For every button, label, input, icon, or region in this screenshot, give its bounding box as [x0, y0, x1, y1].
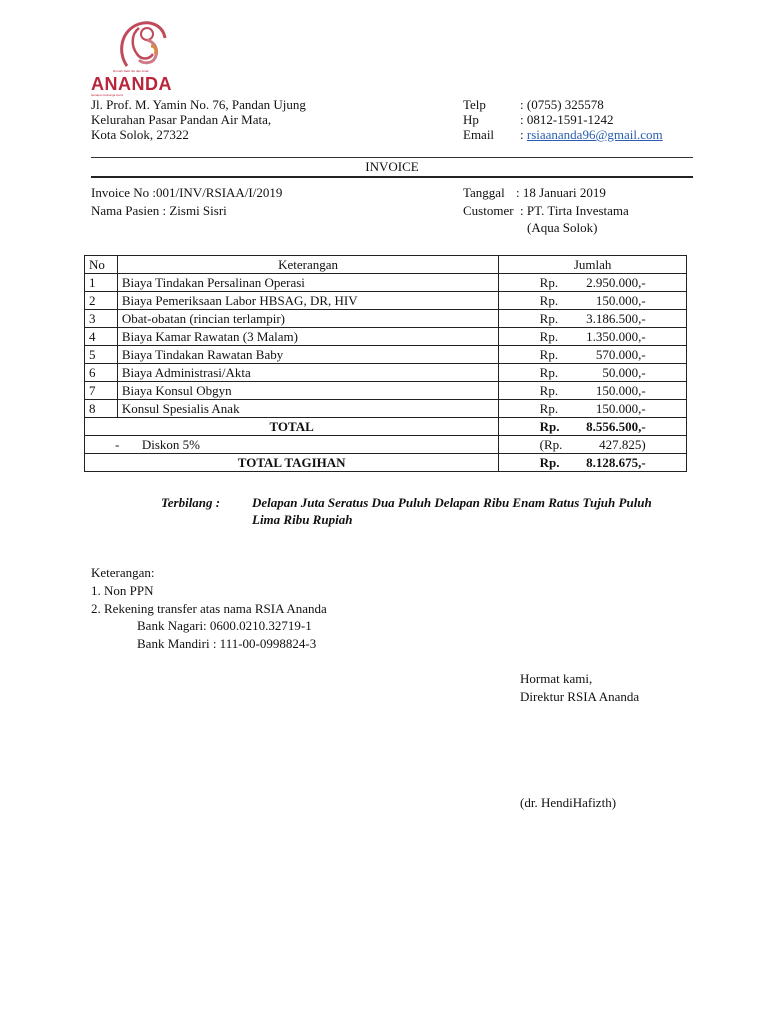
grand-total-row: [85, 454, 687, 472]
row-currency: Rp.: [539, 401, 559, 416]
total-row: [85, 418, 687, 436]
row-number: 8: [85, 400, 118, 418]
telp-value: : (0755) 325578: [520, 97, 604, 112]
table-row: [85, 346, 687, 364]
discount-label-cell: [85, 436, 499, 454]
row-amount: 2.950.000,-: [586, 275, 646, 290]
signature-greeting: Hormat kami,: [520, 671, 593, 686]
email-label: Email: [463, 127, 495, 142]
discount-value: 427.825): [599, 437, 646, 452]
notes-item-1: 1. Non PPN: [91, 583, 154, 598]
terbilang-line-1: Delapan Juta Seratus Dua Puluh Delapan Ribu Enam Ratus Tujuh Puluh: [252, 495, 652, 510]
grand-total-amount-cell: [499, 454, 687, 472]
row-amount-cell: [499, 328, 687, 346]
hp-value: : 0812-1591-1242: [520, 112, 614, 127]
row-amount: 50.000,-: [602, 365, 646, 380]
logo-subtitle: Harapan Keluarga Kami: [91, 93, 124, 97]
address-line-2: Kelurahan Pasar Pandan Air Mata,: [91, 112, 272, 127]
logo-name: ANANDA: [91, 74, 172, 94]
discount-row: [85, 436, 687, 454]
row-amount: 150.000,-: [595, 293, 646, 308]
mother-child-logo-icon: [109, 16, 175, 72]
row-amount: 150.000,-: [595, 383, 646, 398]
terbilang-line-2: Lima Ribu Rupiah: [252, 512, 353, 527]
row-amount: 570.000,-: [595, 347, 646, 362]
header-no: No: [85, 256, 118, 274]
row-number: 7: [85, 382, 118, 400]
row-currency: Rp.: [539, 347, 559, 362]
table-body: [85, 274, 687, 418]
row-description: Biaya Kamar Rawatan (3 Malam): [117, 328, 498, 346]
row-currency: Rp.: [539, 311, 559, 326]
row-amount-cell: [499, 346, 687, 364]
invoice-items-table: [84, 255, 687, 472]
row-amount: 1.350.000,-: [586, 329, 646, 344]
table-row: [85, 328, 687, 346]
row-number: 6: [85, 364, 118, 382]
customer-label: Customer: [463, 203, 514, 218]
total-currency: Rp.: [539, 419, 560, 434]
hospital-logo: [91, 16, 179, 96]
telp-label: Telp: [463, 97, 486, 112]
row-description: Biaya Administrasi/Akta: [117, 364, 498, 382]
row-number: 2: [85, 292, 118, 310]
bank-mandiri: Bank Mandiri : 111-00-0998824-3: [137, 636, 317, 651]
email-row: [520, 127, 663, 142]
row-amount-cell: [499, 274, 687, 292]
table-row: [85, 292, 687, 310]
row-description: Biaya Tindakan Rawatan Baby: [117, 346, 498, 364]
row-description: Konsul Spesialis Anak: [117, 400, 498, 418]
total-amount-cell: [499, 418, 687, 436]
discount-currency: (Rp.: [539, 437, 563, 452]
customer-value: : PT. Tirta Investama: [520, 203, 629, 218]
invoice-number: Invoice No :001/INV/RSIAA/I/2019: [91, 185, 283, 200]
total-label: TOTAL: [85, 418, 499, 436]
address-line-3: Kota Solok, 27322: [91, 127, 189, 142]
discount-dash: -: [115, 437, 120, 452]
row-amount-cell: [499, 364, 687, 382]
row-currency: Rp.: [539, 275, 559, 290]
row-amount-cell: [499, 292, 687, 310]
discount-label: Diskon 5%: [141, 437, 200, 452]
signature-name: (dr. HendiHafizth): [520, 795, 617, 810]
row-amount-cell: [499, 400, 687, 418]
row-currency: Rp.: [539, 365, 559, 380]
total-value: 8.556.500,-: [586, 419, 646, 434]
table-row: [85, 400, 687, 418]
date-label: Tanggal: [463, 185, 505, 200]
row-description: Biaya Konsul Obgyn: [117, 382, 498, 400]
row-description: Biaya Pemeriksaan Labor HBSAG, DR, HIV: [117, 292, 498, 310]
date-value: : 18 Januari 2019: [516, 185, 606, 200]
bank-nagari: Bank Nagari: 0600.0210.32719-1: [137, 618, 312, 633]
table-row: [85, 382, 687, 400]
row-amount-cell: [499, 382, 687, 400]
row-currency: Rp.: [539, 383, 559, 398]
title-top-rule: [91, 157, 693, 158]
table-row: [85, 310, 687, 328]
row-amount: 150.000,-: [595, 401, 646, 416]
row-number: 5: [85, 346, 118, 364]
grand-total-label: TOTAL TAGIHAN: [85, 454, 499, 472]
terbilang-label: Terbilang :: [161, 495, 221, 510]
row-number: 3: [85, 310, 118, 328]
address-line-1: Jl. Prof. M. Yamin No. 76, Pandan Ujung: [91, 97, 306, 112]
row-currency: Rp.: [539, 293, 559, 308]
invoice-title: INVOICE: [365, 159, 419, 174]
row-number: 4: [85, 328, 118, 346]
row-description: Biaya Tindakan Persalinan Operasi: [117, 274, 498, 292]
logo-tagline: Rumah Sakit Ibu dan Anak: [113, 69, 149, 73]
hp-label: Hp: [463, 112, 479, 127]
patient-name: Nama Pasien : Zismi Sisri: [91, 203, 227, 218]
row-amount: 3.186.500,-: [586, 311, 646, 326]
header-amount: Jumlah: [499, 256, 687, 274]
table-header-row: [85, 256, 687, 274]
grand-total-value: 8.128.675,-: [586, 455, 646, 470]
email-colon: :: [520, 127, 524, 142]
notes-item-2: 2. Rekening transfer atas nama RSIA Ananda: [91, 601, 327, 616]
header-description: Keterangan: [117, 256, 498, 274]
discount-amount-cell: [499, 436, 687, 454]
row-description: Obat-obatan (rincian terlampir): [117, 310, 498, 328]
grand-total-currency: Rp.: [539, 455, 560, 470]
table-row: [85, 274, 687, 292]
customer-subname: (Aqua Solok): [527, 220, 598, 235]
row-amount-cell: [499, 310, 687, 328]
email-link[interactable]: rsiaananda96@gmail.com: [526, 127, 663, 142]
row-currency: Rp.: [539, 329, 559, 344]
notes-heading: Keterangan:: [91, 565, 155, 580]
row-number: 1: [85, 274, 118, 292]
table-row: [85, 364, 687, 382]
signature-role: Direktur RSIA Ananda: [520, 689, 640, 704]
title-bottom-rule: [91, 176, 693, 178]
